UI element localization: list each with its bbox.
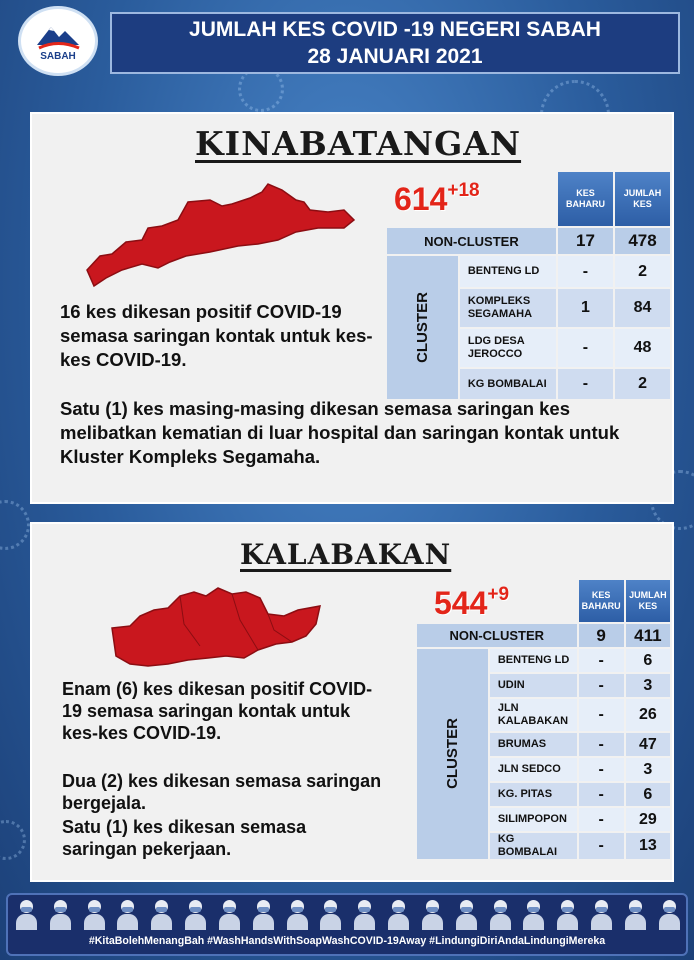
description-paragraph: Dua (2) kes dikesan semasa saringan bergejala.: [62, 771, 382, 813]
cluster-total: 2: [615, 256, 670, 287]
cluster-name: JLN KALABAKAN: [490, 699, 577, 731]
cluster-total: 6: [626, 649, 670, 672]
cluster-label: CLUSTER: [417, 649, 488, 859]
description-paragraph: Satu (1) kes dikesan semasa saringan pekerjaan.: [62, 817, 307, 859]
cluster-name: KG. PITAS: [490, 783, 577, 806]
person-icon: [151, 900, 172, 930]
person-icon: [16, 900, 37, 930]
person-icon: [659, 900, 680, 930]
cluster-total: 13: [626, 833, 670, 859]
person-icon: [523, 900, 544, 930]
person-icon: [117, 900, 138, 930]
person-icon: [591, 900, 612, 930]
district-panel-kinabatangan: [30, 112, 674, 504]
cluster-new: -: [579, 758, 624, 781]
cluster-name: BRUMAS: [490, 733, 577, 756]
cluster-name: KG BOMBALAI: [490, 833, 577, 859]
person-icon: [354, 900, 375, 930]
description-paragraph: 16 kes dikesan positif COVID-19 semasa saringan kontak untuk kes-kes COVID-19.: [60, 301, 373, 370]
new-count: +18: [447, 180, 480, 201]
person-icon: [287, 900, 308, 930]
cases-table: [415, 578, 672, 861]
person-icon: [320, 900, 341, 930]
cluster-name: SILIMPOPON: [490, 808, 577, 831]
virus-decoration: [0, 820, 26, 860]
sabah-logo: [18, 6, 98, 76]
mountain-icon: [35, 21, 81, 51]
cluster-total: 84: [615, 289, 670, 327]
cluster-total: 48: [615, 329, 670, 367]
page-title: [110, 12, 680, 74]
cluster-total: 29: [626, 808, 670, 831]
col-header-total: JUMLAH KES: [615, 172, 670, 226]
cluster-new: -: [579, 733, 624, 756]
virus-decoration: [0, 500, 30, 550]
cluster-total: 47: [626, 733, 670, 756]
cluster-new: -: [579, 674, 624, 697]
cluster-new: -: [558, 329, 613, 367]
description-paragraph: Satu (1) kes masing-masing dikesan semasa saringan kes melibatkan kematian di luar hospital dan saringan kontak untuk Kluster Kompleks Segamaha.: [60, 398, 620, 467]
non-cluster-new: 17: [558, 228, 613, 254]
cluster-total: 3: [626, 674, 670, 697]
non-cluster-total: 411: [626, 624, 670, 647]
cluster-new: -: [558, 369, 613, 399]
district-panel-kalabakan: [30, 522, 674, 882]
person-icon: [625, 900, 646, 930]
district-map: [108, 584, 326, 676]
cluster-name: KG BOMBALAI: [460, 369, 556, 399]
cluster-name: BENTENG LD: [460, 256, 556, 287]
district-title: KALABAKAN: [240, 538, 452, 571]
cluster-name: KOMPLEKS SEGAMAHA: [460, 289, 556, 327]
hashtags: #KitaBolehMenangBah #WashHandsWithSoapWashCOVID-19Away #LindungiDiriAndaLindungiMereka: [88, 935, 606, 947]
total-count: 614: [394, 181, 448, 217]
cluster-total: 2: [615, 369, 670, 399]
new-count: +9: [487, 584, 510, 605]
person-icon: [253, 900, 274, 930]
non-cluster-total: 478: [615, 228, 670, 254]
district-title: KINABATANGAN: [195, 124, 522, 163]
cluster-new: -: [558, 256, 613, 287]
footer-banner: [6, 893, 688, 956]
logo-label: SABAH: [40, 50, 76, 62]
non-cluster-label: NON-CLUSTER: [387, 228, 556, 254]
person-icon: [50, 900, 71, 930]
person-icon: [185, 900, 206, 930]
district-map: [82, 182, 360, 288]
person-icon: [490, 900, 511, 930]
description-paragraph: Enam (6) kes dikesan positif COVID-19 semasa saringan kontak untuk kes-kes COVID-19.: [62, 679, 373, 743]
person-icon: [84, 900, 105, 930]
cluster-name: UDIN: [490, 674, 577, 697]
cluster-new: -: [579, 833, 624, 859]
cluster-name: LDG DESA JEROCCO: [460, 329, 556, 367]
cluster-new: -: [579, 649, 624, 672]
person-icon: [388, 900, 409, 930]
cluster-label: CLUSTER: [387, 256, 458, 399]
person-icon: [456, 900, 477, 930]
person-icon: [219, 900, 240, 930]
person-icon: [557, 900, 578, 930]
non-cluster-new: 9: [579, 624, 624, 647]
frontliner-figures: [16, 900, 680, 932]
cluster-total: 26: [626, 699, 670, 731]
cluster-new: 1: [558, 289, 613, 327]
cluster-total: 6: [626, 783, 670, 806]
cluster-name: JLN SEDCO: [490, 758, 577, 781]
cases-table: [385, 170, 672, 401]
cluster-new: -: [579, 783, 624, 806]
cluster-new: -: [579, 699, 624, 731]
non-cluster-label: NON-CLUSTER: [417, 624, 577, 647]
title-date: 28 JANUARI 2021: [307, 45, 483, 68]
cluster-new: -: [579, 808, 624, 831]
col-header-new: KES BAHARU: [558, 172, 613, 226]
table-row: [387, 256, 670, 287]
col-header-new: KES BAHARU: [579, 580, 624, 622]
table-row: [417, 649, 670, 672]
cluster-total: 3: [626, 758, 670, 781]
col-header-total: JUMLAH KES: [626, 580, 670, 622]
person-icon: [422, 900, 443, 930]
title-line-1: JUMLAH KES COVID -19 NEGERI SABAH: [189, 18, 601, 41]
total-count: 544: [434, 585, 488, 621]
cluster-name: BENTENG LD: [490, 649, 577, 672]
